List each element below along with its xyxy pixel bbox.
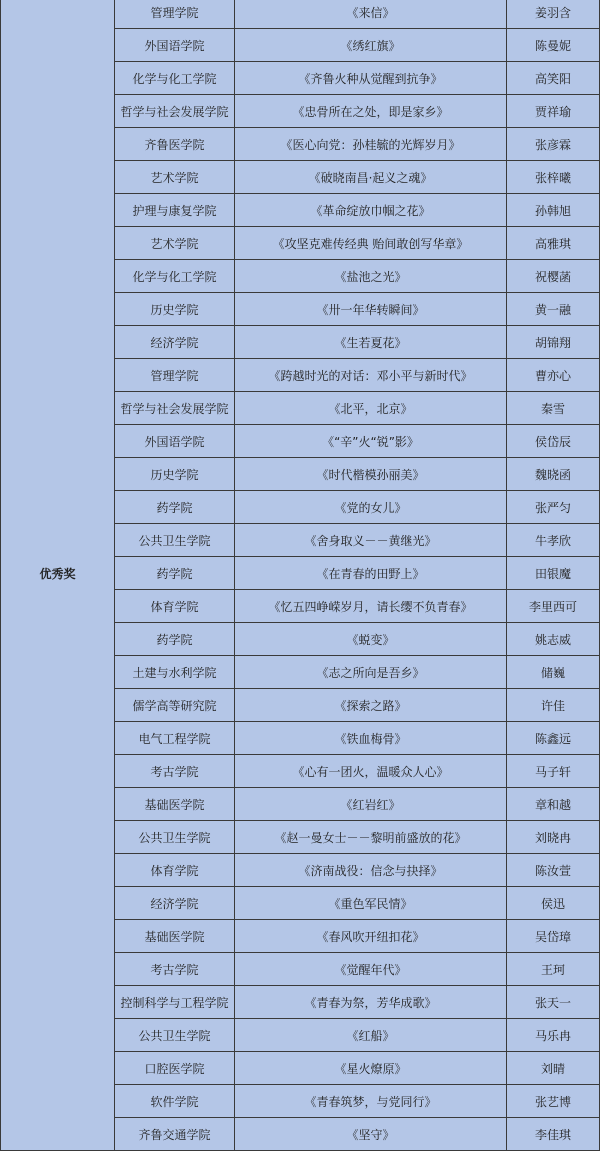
work-title-cell: 《舍身取义－－黄继光》 [235,524,507,557]
author-cell: 高雅琪 [507,227,600,260]
college-cell: 历史学院 [115,458,235,491]
work-title-cell: 《觉醒年代》 [235,953,507,986]
author-cell: 高笑阳 [507,62,600,95]
work-title-cell: 《革命绽放巾帼之花》 [235,194,507,227]
author-cell: 贾祥瑜 [507,95,600,128]
work-title-cell: 《红船》 [235,1019,507,1052]
college-cell: 软件学院 [115,1085,235,1118]
author-cell: 黄一融 [507,293,600,326]
work-title-cell: 《攻坚克难传经典 贻间敢创写华章》 [235,227,507,260]
author-cell: 张艺博 [507,1085,600,1118]
author-cell: 牛孝欣 [507,524,600,557]
author-cell: 储巍 [507,656,600,689]
author-cell: 侯岱辰 [507,425,600,458]
author-cell: 张彦霖 [507,128,600,161]
college-cell: 管理学院 [115,0,235,29]
work-title-cell: 《星火燎原》 [235,1052,507,1085]
college-cell: 电气工程学院 [115,722,235,755]
author-cell: 张梓曦 [507,161,600,194]
work-title-cell: 《铁血梅骨》 [235,722,507,755]
work-title-cell: 《齐鲁火种从觉醒到抗争》 [235,62,507,95]
college-cell: 外国语学院 [115,29,235,62]
author-cell: 张严匀 [507,491,600,524]
college-cell: 齐鲁医学院 [115,128,235,161]
work-title-cell: 《卅一年华转瞬间》 [235,293,507,326]
college-cell: 化学与化工学院 [115,260,235,293]
college-cell: 公共卫生学院 [115,1019,235,1052]
work-title-cell: 《生若夏花》 [235,326,507,359]
author-cell: 李佳琪 [507,1118,600,1151]
work-title-cell: 《党的女儿》 [235,491,507,524]
college-cell: 考古学院 [115,755,235,788]
work-title-cell: 《破晓南昌·起义之魂》 [235,161,507,194]
college-cell: 艺术学院 [115,161,235,194]
author-cell: 马子轩 [507,755,600,788]
work-title-cell: 《忆五四峥嵘岁月，请长缨不负青春》 [235,590,507,623]
author-cell: 陈曼妮 [507,29,600,62]
work-title-cell: 《重色军民情》 [235,887,507,920]
author-cell: 许佳 [507,689,600,722]
work-title-cell: 《济南战役：信念与抉择》 [235,854,507,887]
college-cell: 体育学院 [115,590,235,623]
work-title-cell: 《探索之路》 [235,689,507,722]
author-cell: 姚志威 [507,623,600,656]
author-cell: 陈鑫远 [507,722,600,755]
author-cell: 李里西可 [507,590,600,623]
college-cell: 儒学高等研究院 [115,689,235,722]
work-title-cell: 《春风吹开纽扣花》 [235,920,507,953]
author-cell: 孙韩旭 [507,194,600,227]
work-title-cell: 《红岩红》 [235,788,507,821]
author-cell: 曹亦心 [507,359,600,392]
work-title-cell: 《跨越时光的对话：邓小平与新时代》 [235,359,507,392]
author-cell: 章和越 [507,788,600,821]
college-cell: 药学院 [115,623,235,656]
college-cell: 化学与化工学院 [115,62,235,95]
college-cell: 基础医学院 [115,920,235,953]
college-cell: 土建与水利学院 [115,656,235,689]
college-cell: 基础医学院 [115,788,235,821]
work-title-cell: 《医心向党：孙桂毓的光辉岁月》 [235,128,507,161]
work-title-cell: 《青春筑梦，与党同行》 [235,1085,507,1118]
author-cell: 祝樱菡 [507,260,600,293]
award-level-cell: 优秀奖 [1,0,115,1151]
table-row [1,0,600,29]
college-cell: 历史学院 [115,293,235,326]
work-title-cell: 《来信》 [235,0,507,29]
author-cell: 马乐冉 [507,1019,600,1052]
author-cell: 吴岱璋 [507,920,600,953]
college-cell: 药学院 [115,557,235,590]
college-cell: 哲学与社会发展学院 [115,392,235,425]
work-title-cell: 《坚守》 [235,1118,507,1151]
work-title-cell: 《北平，北京》 [235,392,507,425]
college-cell: 口腔医学院 [115,1052,235,1085]
college-cell: 齐鲁交通学院 [115,1118,235,1151]
work-title-cell: 《绣红旗》 [235,29,507,62]
college-cell: 控制科学与工程学院 [115,986,235,1019]
author-cell: 侯迅 [507,887,600,920]
author-cell: 魏晓函 [507,458,600,491]
college-cell: 公共卫生学院 [115,821,235,854]
college-cell: 艺术学院 [115,227,235,260]
award-table-body [1,0,600,1151]
college-cell: 考古学院 [115,953,235,986]
work-title-cell: 《忠骨所在之处，即是家乡》 [235,95,507,128]
author-cell: 刘晴 [507,1052,600,1085]
author-cell: 王珂 [507,953,600,986]
college-cell: 外国语学院 [115,425,235,458]
work-title-cell: 《在青春的田野上》 [235,557,507,590]
college-cell: 公共卫生学院 [115,524,235,557]
work-title-cell: 《蜕变》 [235,623,507,656]
author-cell: 刘晓冉 [507,821,600,854]
college-cell: 哲学与社会发展学院 [115,95,235,128]
author-cell: 秦雪 [507,392,600,425]
author-cell: 田银魔 [507,557,600,590]
work-title-cell: 《青春为祭，芳华成歌》 [235,986,507,1019]
work-title-cell: 《赵一曼女士－－黎明前盛放的花》 [235,821,507,854]
college-cell: 护理与康复学院 [115,194,235,227]
college-cell: 经济学院 [115,326,235,359]
work-title-cell: 《志之所向是吾乡》 [235,656,507,689]
college-cell: 管理学院 [115,359,235,392]
author-cell: 胡锦翔 [507,326,600,359]
college-cell: 经济学院 [115,887,235,920]
work-title-cell: 《盐池之光》 [235,260,507,293]
work-title-cell: 《心有一团火，温暖众人心》 [235,755,507,788]
author-cell: 姜羽含 [507,0,600,29]
college-cell: 药学院 [115,491,235,524]
work-title-cell: 《时代楷模孙丽美》 [235,458,507,491]
author-cell: 张天一 [507,986,600,1019]
work-title-cell: 《“辛”火“锐”影》 [235,425,507,458]
college-cell: 体育学院 [115,854,235,887]
author-cell: 陈汝萱 [507,854,600,887]
